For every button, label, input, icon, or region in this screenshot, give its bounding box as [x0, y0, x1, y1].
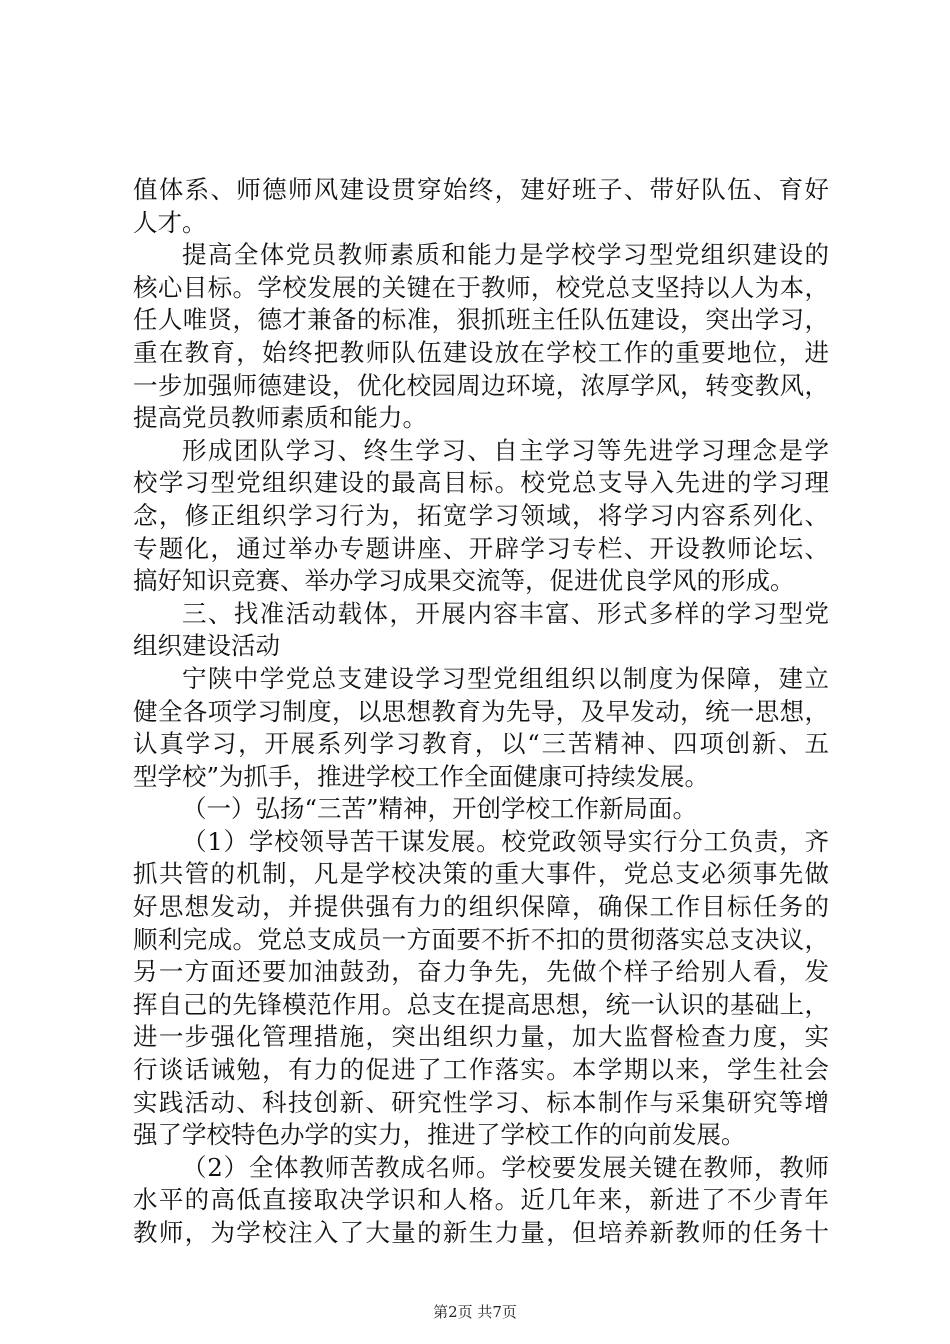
text-line: 提高全体党员教师素质和能力是学校学习型党组织建设的 [182, 240, 829, 270]
text-line: 水平的高低直接取决学识和人格。近几年来，新进了不少青年 [133, 1185, 829, 1215]
text-line: 行谈话诫勉，有力的促进了工作落实。本学期以来，学生社会 [133, 1055, 829, 1085]
text-line: 任人唯贤，德才兼备的标准，狠抓班主任队伍建设，突出学习， [133, 305, 829, 335]
text-line: 实践活动、科技创新、研究性学习、标本制作与采集研究等增 [133, 1087, 829, 1117]
text-line: 健全各项学习制度，以思想教育为先导，及早发动，统一思想， [133, 696, 829, 726]
text-line: 三、找准活动载体，开展内容丰富、形式多样的学习型党 [182, 598, 829, 628]
text-line: 专题化，通过举办专题讲座、开辟学习专栏、开设教师论坛、 [133, 533, 829, 563]
text-line: （一）弘扬“三苦”精神，开创学校工作新局面。 [182, 794, 698, 824]
text-line: 另一方面还要加油鼓劲，奋力争先，先做个样子给别人看，发 [133, 957, 829, 987]
text-line: 进一步强化管理措施，突出组织力量，加大监督检查力度，实 [133, 1022, 829, 1052]
text-line: 型学校”为抓手，推进学校工作全面健康可持续发展。 [133, 761, 710, 791]
text-line: 强了学校特色办学的实力，推进了学校工作的向前发展。 [133, 1120, 746, 1150]
text-line: （1）学校领导苦干谋发展。校党政领导实行分工负责，齐 [182, 826, 829, 856]
text-line: 核心目标。学校发展的关键在于教师，校党总支坚持以人为本， [133, 272, 829, 302]
text-line: 念，修正组织学习行为，拓宽学习领域，将学习内容系列化、 [133, 500, 829, 530]
paragraph [133, 239, 829, 435]
text-line: 人才。 [133, 207, 207, 237]
paragraph [133, 663, 829, 793]
text-line: 搞好知识竞赛、举办学习成果交流等，促进优良学风的形成。 [133, 566, 795, 596]
text-line: 校学习型党组织建设的最高目标。校党总支导入先进的学习理 [133, 468, 829, 498]
text-line: 值体系、师德师风建设贯穿始终，建好班子、带好队伍、育好 [133, 175, 829, 204]
text-line: 教师，为学校注入了大量的新生力量，但培养新教师的任务十 [133, 1218, 829, 1247]
section-heading [133, 598, 829, 663]
document-body [133, 174, 829, 1250]
text-line: 挥自己的先锋模范作用。总支在提高思想，统一认识的基础上， [133, 989, 829, 1019]
paragraph [133, 174, 829, 239]
page-number-footer: 第2页 共7页 [433, 1303, 517, 1321]
text-line: 好思想发动，并提供强有力的组织保障，确保工作目标任务的 [133, 892, 829, 922]
subsection-heading [133, 793, 829, 826]
text-line: 抓共管的机制，凡是学校决策的重大事件，党总支必须事先做 [133, 859, 829, 889]
text-line: 提高党员教师素质和能力。 [133, 403, 427, 433]
paragraph [133, 1152, 829, 1250]
text-line: 组织建设活动 [133, 631, 280, 661]
text-line: 形成团队学习、终生学习、自主学习等先进学习理念是学 [182, 435, 829, 465]
paragraph [133, 435, 829, 598]
text-line: 宁陕中学党总支建设学习型党组组织以制度为保障，建立 [182, 663, 829, 693]
text-line: 认真学习，开展系列学习教育，以“三苦精神、四项创新、五 [133, 729, 829, 759]
text-line: 顺利完成。党总支成员一方面要不折不扣的贯彻落实总支决议， [133, 924, 829, 954]
paragraph [133, 826, 829, 1152]
text-line: 一步加强师德建设，优化校园周边环境，浓厚学风，转变教风， [133, 370, 829, 400]
text-line: 重在教育，始终把教师队伍建设放在学校工作的重要地位，进 [133, 337, 829, 367]
text-line: （2）全体教师苦教成名师。学校要发展关键在教师，教师 [182, 1152, 829, 1182]
